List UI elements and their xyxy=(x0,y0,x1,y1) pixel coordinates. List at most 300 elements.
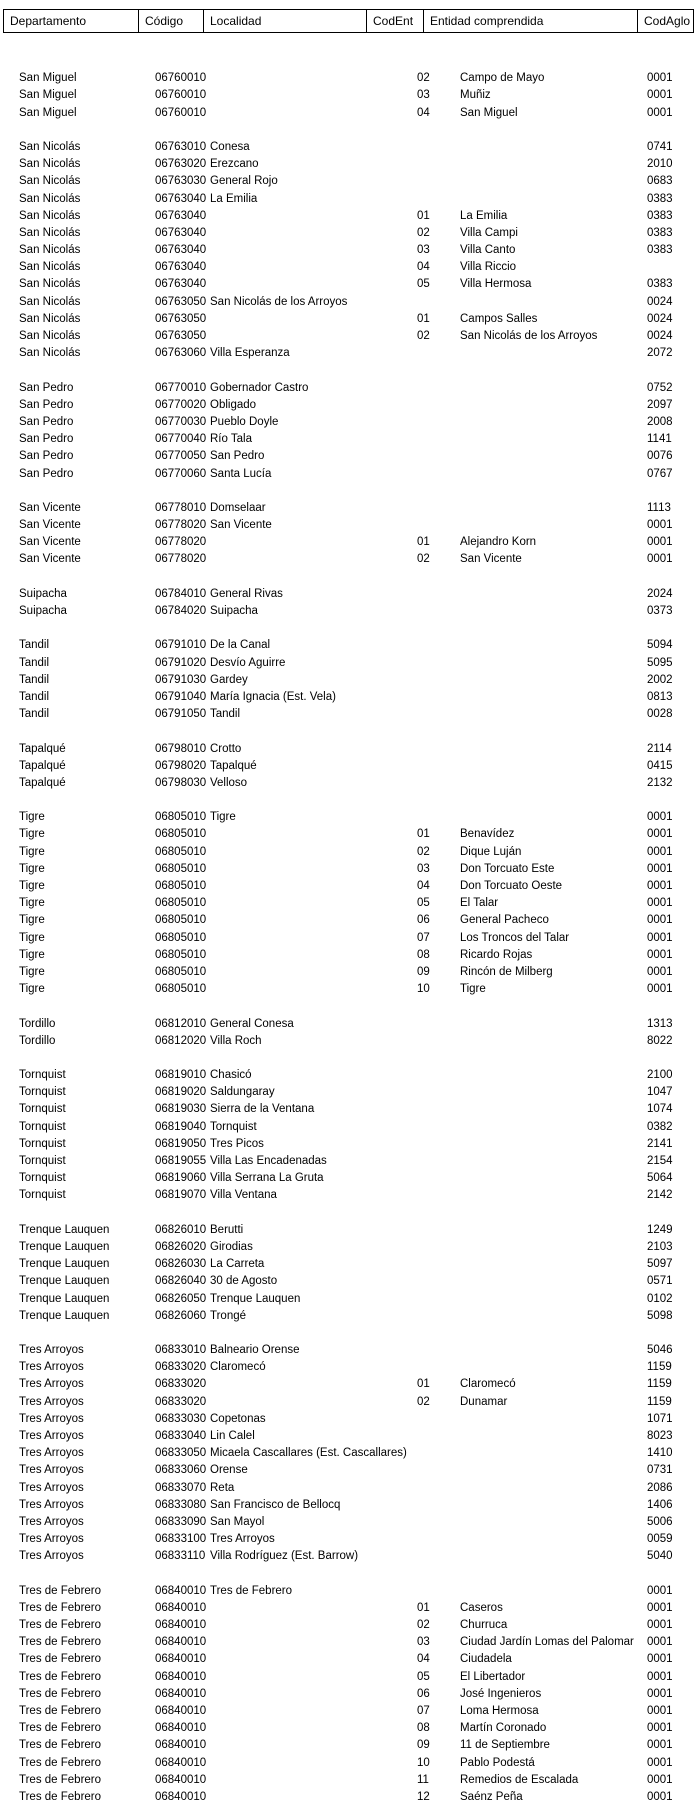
table-row xyxy=(0,259,697,276)
cell-codigo: 06778020 xyxy=(155,553,207,566)
cell-codent: 09 xyxy=(417,965,430,978)
group-spacer xyxy=(0,1205,697,1222)
cell-entidad: Ciudad Jardín Lomas del Palomar xyxy=(460,1636,634,1649)
cell-departamento: San Nicolás xyxy=(19,140,81,153)
cell-codaglo: 1249 xyxy=(647,1223,673,1236)
table-row xyxy=(0,1548,697,1565)
cell-codigo: 06763030 xyxy=(155,175,207,188)
cell-codigo: 06840010 xyxy=(155,1756,207,1769)
cell-localidad: Villa Rodríguez (Est. Barrow) xyxy=(210,1550,359,1563)
cell-codaglo: 0001 xyxy=(647,897,673,910)
table-row xyxy=(0,1497,697,1514)
table-row xyxy=(0,1617,697,1634)
group-spacer xyxy=(0,53,697,70)
table-row xyxy=(0,1291,697,1308)
group-spacer xyxy=(0,792,697,809)
group-spacer xyxy=(0,1050,697,1067)
cell-entidad: Rincón de Milberg xyxy=(460,965,553,978)
cell-codigo: 06826050 xyxy=(155,1292,207,1305)
cell-entidad: San Vicente xyxy=(460,553,522,566)
cell-codaglo: 1141 xyxy=(647,433,672,446)
cell-codigo: 06778010 xyxy=(155,501,207,514)
cell-codigo: 06798010 xyxy=(155,742,207,755)
cell-entidad: Saénz Peña xyxy=(460,1790,523,1803)
table-row xyxy=(0,1067,697,1084)
cell-departamento: San Miguel xyxy=(19,106,77,119)
cell-codigo: 06840010 xyxy=(155,1705,207,1717)
cell-codaglo: 0383 xyxy=(647,209,673,222)
cell-codigo: 06778020 xyxy=(155,519,207,532)
cell-codaglo: 0001 xyxy=(647,1636,673,1649)
cell-codigo: 06826030 xyxy=(155,1258,207,1271)
cell-localidad: Balneario Orense xyxy=(210,1344,300,1357)
cell-codigo: 06833100 xyxy=(155,1533,207,1546)
cell-codigo: 06763010 xyxy=(155,140,207,153)
table-row xyxy=(0,345,697,362)
cell-codigo: 06763040 xyxy=(155,209,207,222)
cell-codaglo: 0059 xyxy=(647,1533,673,1546)
cell-codent: 02 xyxy=(417,1619,430,1632)
cell-codigo: 06763060 xyxy=(155,347,207,360)
cell-departamento: Tres de Febrero xyxy=(19,1653,102,1666)
cell-departamento: Tigre xyxy=(19,897,45,910)
cell-entidad: Pablo Podestá xyxy=(460,1756,535,1769)
cell-entidad: Loma Hermosa xyxy=(460,1705,539,1717)
cell-codaglo: 0383 xyxy=(647,192,673,205)
table-row xyxy=(0,1256,697,1273)
cell-codaglo: 1074 xyxy=(647,1103,673,1116)
cell-departamento: San Pedro xyxy=(19,381,74,394)
cell-codigo: 06826010 xyxy=(155,1223,207,1236)
table-row xyxy=(0,1119,697,1136)
cell-localidad: Tigre xyxy=(210,811,236,824)
cell-localidad: Saldungaray xyxy=(210,1086,275,1099)
table-row xyxy=(0,1376,697,1393)
cell-codigo: 06819050 xyxy=(155,1137,207,1150)
cell-departamento: Tornquist xyxy=(19,1086,66,1099)
table-row xyxy=(0,276,697,293)
cell-localidad: Domselaar xyxy=(210,501,266,514)
cell-departamento: Tandil xyxy=(19,656,50,669)
table-row xyxy=(0,603,697,620)
table-row xyxy=(0,397,697,414)
cell-departamento: Tigre xyxy=(19,811,45,824)
cell-codigo: 06840010 xyxy=(155,1601,207,1614)
group-spacer xyxy=(0,1325,697,1342)
cell-departamento: San Nicolás xyxy=(19,278,81,291)
cell-departamento: San Pedro xyxy=(19,415,74,428)
cell-codaglo: 1159 xyxy=(647,1378,672,1391)
cell-departamento: Tres de Febrero xyxy=(19,1739,102,1752)
cell-entidad: Villa Riccio xyxy=(460,261,517,274)
cell-localidad: Tapalqué xyxy=(210,759,257,772)
cell-codigo: 06819070 xyxy=(155,1189,207,1202)
cell-codigo: 06833080 xyxy=(155,1498,207,1511)
table-row xyxy=(0,534,697,551)
cell-codigo: 06840010 xyxy=(155,1584,207,1597)
cell-codaglo: 5094 xyxy=(647,639,673,652)
cell-codent: 05 xyxy=(417,278,430,291)
cell-localidad: Erezcano xyxy=(210,158,259,171)
cell-codigo: 06763020 xyxy=(155,158,207,171)
cell-departamento: Trenque Lauquen xyxy=(19,1309,110,1322)
cell-departamento: San Nicolás xyxy=(19,158,81,171)
table-row xyxy=(0,1583,697,1600)
cell-entidad: Alejandro Korn xyxy=(460,536,537,549)
cell-codaglo: 0001 xyxy=(647,1790,673,1803)
cell-codigo: 06770020 xyxy=(155,398,207,411)
table-row xyxy=(0,947,697,964)
table-row xyxy=(0,861,697,878)
cell-codaglo: 2100 xyxy=(647,1069,673,1082)
cell-localidad: Orense xyxy=(210,1464,248,1477)
cell-departamento: Tres Arroyos xyxy=(19,1395,84,1408)
cell-codigo: 06833010 xyxy=(155,1344,207,1357)
cell-localidad: Suipacha xyxy=(210,605,258,617)
cell-localidad: Micaela Cascallares (Est. Cascallares) xyxy=(210,1447,407,1460)
cell-departamento: Suipacha xyxy=(19,605,67,617)
table-row xyxy=(0,912,697,929)
table-row xyxy=(0,1651,697,1668)
cell-localidad: Tres Arroyos xyxy=(210,1533,275,1546)
cell-localidad: Tandil xyxy=(210,708,241,721)
table-row xyxy=(0,689,697,706)
table-row xyxy=(0,87,697,104)
cell-departamento: Tigre xyxy=(19,880,45,892)
table-row xyxy=(0,1222,697,1239)
cell-codaglo: 0383 xyxy=(647,226,673,239)
cell-localidad: Trenque Lauquen xyxy=(210,1292,301,1305)
table-row xyxy=(0,328,697,345)
cell-localidad: De la Canal xyxy=(210,639,271,652)
cell-departamento: Tordillo xyxy=(19,1034,56,1047)
cell-codaglo: 0001 xyxy=(647,1670,673,1683)
cell-codaglo: 0741 xyxy=(647,140,673,153)
cell-entidad: San Miguel xyxy=(460,106,518,119)
cell-codigo: 06760010 xyxy=(155,72,207,85)
table-row xyxy=(0,741,697,758)
cell-codigo: 06840010 xyxy=(155,1687,207,1700)
cell-localidad: Villa Las Encadenadas xyxy=(210,1155,327,1167)
cell-codigo: 06840010 xyxy=(155,1636,207,1649)
table-row xyxy=(0,551,697,568)
cell-codigo: 06763040 xyxy=(155,226,207,239)
cell-codent: 04 xyxy=(417,1653,430,1666)
cell-codigo: 06791020 xyxy=(155,656,207,669)
cell-codigo: 06805010 xyxy=(155,914,207,927)
cell-codaglo: 0731 xyxy=(647,1464,673,1477)
table-row xyxy=(0,878,697,895)
cell-departamento: Tornquist xyxy=(19,1137,66,1150)
cell-departamento: Tres de Febrero xyxy=(19,1601,102,1614)
cell-codaglo: 0001 xyxy=(647,1687,673,1700)
cell-codaglo: 0024 xyxy=(647,295,673,308)
cell-entidad: General Pacheco xyxy=(460,914,549,927)
cell-codigo: 06763040 xyxy=(155,192,207,205)
cell-departamento: Tapalqué xyxy=(19,759,66,772)
cell-localidad: Claromecó xyxy=(210,1361,266,1374)
cell-codigo: 06805010 xyxy=(155,845,207,858)
cell-departamento: Tandil xyxy=(19,639,50,652)
cell-localidad: Tres de Febrero xyxy=(210,1584,293,1597)
cell-codaglo: 5046 xyxy=(647,1344,673,1357)
cell-codigo: 06784020 xyxy=(155,605,207,617)
group-spacer xyxy=(0,723,697,740)
cell-codent: 03 xyxy=(417,862,430,875)
table-row xyxy=(0,1428,697,1445)
cell-departamento: Tres Arroyos xyxy=(19,1344,84,1357)
cell-codigo: 06760010 xyxy=(155,89,207,102)
cell-departamento: Tres Arroyos xyxy=(19,1430,84,1442)
cell-codigo: 06763040 xyxy=(155,278,207,291)
cell-codaglo: 5098 xyxy=(647,1309,673,1322)
cell-codigo: 06805010 xyxy=(155,811,207,824)
cell-codigo: 06763050 xyxy=(155,295,207,308)
cell-codaglo: 0001 xyxy=(647,553,673,566)
cell-codigo: 06840010 xyxy=(155,1619,207,1632)
cell-entidad: Ciudadela xyxy=(460,1653,512,1666)
table-row xyxy=(0,895,697,912)
cell-codaglo: 0001 xyxy=(647,828,673,841)
header-codent: CodEnt xyxy=(367,10,424,33)
cell-codaglo: 1113 xyxy=(647,501,671,514)
cell-departamento: Tigre xyxy=(19,845,45,858)
group-spacer xyxy=(0,620,697,637)
table-row xyxy=(0,1033,697,1050)
cell-codaglo: 0752 xyxy=(647,381,673,394)
cell-codaglo: 5006 xyxy=(647,1515,673,1528)
cell-departamento: Tres Arroyos xyxy=(19,1464,84,1477)
cell-codigo: 06763040 xyxy=(155,244,207,257)
cell-codaglo: 5064 xyxy=(647,1172,673,1185)
cell-departamento: San Nicolás xyxy=(19,209,81,222)
cell-localidad: Lin Calel xyxy=(210,1430,255,1442)
table-row xyxy=(0,1342,697,1359)
cell-codent: 03 xyxy=(417,244,430,257)
cell-codaglo: 1406 xyxy=(647,1498,673,1511)
cell-codent: 01 xyxy=(417,536,430,549)
table-body xyxy=(0,53,697,1806)
cell-codent: 10 xyxy=(417,1756,430,1769)
cell-localidad: Villa Esperanza xyxy=(210,347,290,360)
cell-localidad: Tornquist xyxy=(210,1120,257,1133)
cell-entidad: Tigre xyxy=(460,983,486,996)
cell-codaglo: 0001 xyxy=(647,880,673,892)
table-row xyxy=(0,930,697,947)
cell-departamento: Tandil xyxy=(19,690,50,703)
cell-departamento: Suipacha xyxy=(19,587,67,600)
table-row xyxy=(0,1016,697,1033)
cell-codaglo: 0571 xyxy=(647,1275,673,1288)
table-row xyxy=(0,1239,697,1256)
cell-entidad: San Nicolás de los Arroyos xyxy=(460,330,598,342)
cell-codigo: 06805010 xyxy=(155,880,207,892)
cell-codaglo: 2103 xyxy=(647,1240,673,1253)
table-row xyxy=(0,225,697,242)
cell-codaglo: 0001 xyxy=(647,1773,673,1786)
cell-codent: 02 xyxy=(417,226,430,239)
table-row xyxy=(0,70,697,87)
cell-codaglo: 0001 xyxy=(647,1739,673,1752)
cell-codaglo: 0001 xyxy=(647,1653,673,1666)
cell-codigo: 06840010 xyxy=(155,1722,207,1735)
table-row xyxy=(0,173,697,190)
table-row xyxy=(0,706,697,723)
table-row xyxy=(0,964,697,981)
cell-codaglo: 1047 xyxy=(647,1086,673,1099)
table-row xyxy=(0,1462,697,1479)
cell-localidad: General Rojo xyxy=(210,175,278,188)
cell-localidad: Copetonas xyxy=(210,1412,266,1425)
table-row xyxy=(0,981,697,998)
cell-departamento: San Nicolás xyxy=(19,261,81,274)
cell-departamento: Tornquist xyxy=(19,1103,66,1116)
cell-codent: 10 xyxy=(417,983,430,996)
cell-localidad: Conesa xyxy=(210,140,250,153)
cell-entidad: El Talar xyxy=(460,897,499,910)
table-row xyxy=(0,1101,697,1118)
cell-entidad: José Ingenieros xyxy=(460,1687,542,1700)
cell-codigo: 06770030 xyxy=(155,415,207,428)
cell-localidad: Santa Lucía xyxy=(210,467,272,480)
cell-codigo: 06833090 xyxy=(155,1515,207,1528)
cell-codigo: 06763050 xyxy=(155,312,207,325)
cell-departamento: Tres de Febrero xyxy=(19,1619,102,1632)
table-row xyxy=(0,826,697,843)
cell-localidad: Reta xyxy=(210,1481,235,1494)
cell-localidad: Crotto xyxy=(210,742,242,755)
table-row xyxy=(0,466,697,483)
cell-codaglo: 8022 xyxy=(647,1034,673,1047)
cell-departamento: Tres de Febrero xyxy=(19,1722,102,1735)
cell-codaglo: 8023 xyxy=(647,1430,673,1442)
cell-codent: 07 xyxy=(417,931,430,944)
cell-codent: 02 xyxy=(417,1395,430,1408)
cell-codaglo: 2072 xyxy=(647,347,673,360)
cell-departamento: San Nicolás xyxy=(19,175,81,188)
cell-codent: 05 xyxy=(417,897,430,910)
cell-entidad: Caseros xyxy=(460,1601,503,1614)
table-row xyxy=(0,139,697,156)
cell-codent: 03 xyxy=(417,89,430,102)
table-row xyxy=(0,1187,697,1204)
cell-entidad: Muñiz xyxy=(460,89,491,102)
cell-codigo: 06770010 xyxy=(155,381,207,394)
table-row xyxy=(0,1669,697,1686)
cell-departamento: Trenque Lauquen xyxy=(19,1292,110,1305)
cell-entidad: Dunamar xyxy=(460,1395,508,1408)
cell-codigo: 06819020 xyxy=(155,1086,207,1099)
cell-departamento: Tres de Febrero xyxy=(19,1636,102,1649)
cell-departamento: Tapalqué xyxy=(19,742,66,755)
cell-departamento: Trenque Lauquen xyxy=(19,1275,110,1288)
cell-departamento: Tandil xyxy=(19,673,50,686)
cell-codigo: 06840010 xyxy=(155,1670,207,1683)
cell-departamento: Tres de Febrero xyxy=(19,1670,102,1683)
cell-entidad: Campos Salles xyxy=(460,312,538,325)
cell-codigo: 06770060 xyxy=(155,467,207,480)
cell-codent: 07 xyxy=(417,1705,430,1717)
cell-codaglo: 0001 xyxy=(647,965,673,978)
cell-codent: 01 xyxy=(417,1378,430,1391)
cell-codaglo: 5097 xyxy=(647,1258,673,1271)
cell-codent: 02 xyxy=(417,553,430,566)
cell-localidad: San Francisco de Bellocq xyxy=(210,1498,341,1511)
cell-localidad: 30 de Agosto xyxy=(210,1275,278,1288)
cell-departamento: San Vicente xyxy=(19,553,81,566)
table-row xyxy=(0,1273,697,1290)
cell-codaglo: 2114 xyxy=(647,742,672,755)
cell-localidad: Chasicó xyxy=(210,1069,252,1082)
table-row xyxy=(0,294,697,311)
cell-entidad: 11 de Septiembre xyxy=(460,1739,550,1752)
cell-codent: 03 xyxy=(417,1636,430,1649)
cell-localidad: General Rivas xyxy=(210,587,283,600)
cell-departamento: Tornquist xyxy=(19,1189,66,1202)
cell-localidad: Trongé xyxy=(210,1309,247,1322)
cell-codent: 11 xyxy=(417,1773,429,1786)
cell-localidad: Desvío Aguirre xyxy=(210,656,286,669)
cell-codaglo: 2008 xyxy=(647,415,673,428)
group-spacer xyxy=(0,998,697,1015)
cell-codent: 01 xyxy=(417,209,430,222)
cell-codigo: 06840010 xyxy=(155,1773,207,1786)
cell-codaglo: 2142 xyxy=(647,1189,673,1202)
group-spacer xyxy=(0,483,697,500)
cell-codaglo: 0001 xyxy=(647,948,673,961)
cell-entidad: El Libertador xyxy=(460,1670,526,1683)
cell-codent: 05 xyxy=(417,1670,430,1683)
cell-codigo: 06833020 xyxy=(155,1361,207,1374)
cell-codigo: 06833060 xyxy=(155,1464,207,1477)
cell-codaglo: 2024 xyxy=(647,587,673,600)
cell-departamento: Tornquist xyxy=(19,1069,66,1082)
table-header xyxy=(3,9,694,33)
cell-entidad: Don Torcuato Oeste xyxy=(460,880,563,892)
cell-entidad: Los Troncos del Talar xyxy=(460,931,570,944)
cell-localidad: Villa Roch xyxy=(210,1034,262,1047)
cell-departamento: San Pedro xyxy=(19,467,74,480)
cell-codigo: 06805010 xyxy=(155,965,207,978)
cell-departamento: Tigre xyxy=(19,965,45,978)
cell-codigo: 06840010 xyxy=(155,1653,207,1666)
cell-departamento: Tres de Febrero xyxy=(19,1773,102,1786)
cell-departamento: Trenque Lauquen xyxy=(19,1258,110,1271)
cell-departamento: Tres de Febrero xyxy=(19,1584,102,1597)
cell-codigo: 06833110 xyxy=(155,1550,206,1563)
cell-codaglo: 0415 xyxy=(647,759,673,772)
cell-departamento: San Pedro xyxy=(19,433,74,446)
cell-departamento: Tres de Febrero xyxy=(19,1756,102,1769)
header-codaglo: CodAglo xyxy=(638,10,694,33)
cell-codigo: 06819010 xyxy=(155,1069,207,1082)
cell-codigo: 06778020 xyxy=(155,536,207,549)
cell-codaglo: 0024 xyxy=(647,312,673,325)
cell-localidad: General Conesa xyxy=(210,1017,294,1030)
cell-departamento: Tres de Febrero xyxy=(19,1790,102,1803)
cell-codaglo: 1313 xyxy=(647,1017,673,1030)
table-row xyxy=(0,1686,697,1703)
cell-localidad: San Pedro xyxy=(210,450,265,463)
cell-codigo: 06826040 xyxy=(155,1275,207,1288)
group-spacer xyxy=(0,122,697,139)
cell-localidad: Velloso xyxy=(210,776,248,789)
cell-codent: 08 xyxy=(417,948,430,961)
cell-codaglo: 0383 xyxy=(647,278,673,291)
cell-codaglo: 0001 xyxy=(647,1619,673,1632)
cell-entidad: Remedios de Escalada xyxy=(460,1773,579,1786)
group-spacer xyxy=(0,362,697,379)
